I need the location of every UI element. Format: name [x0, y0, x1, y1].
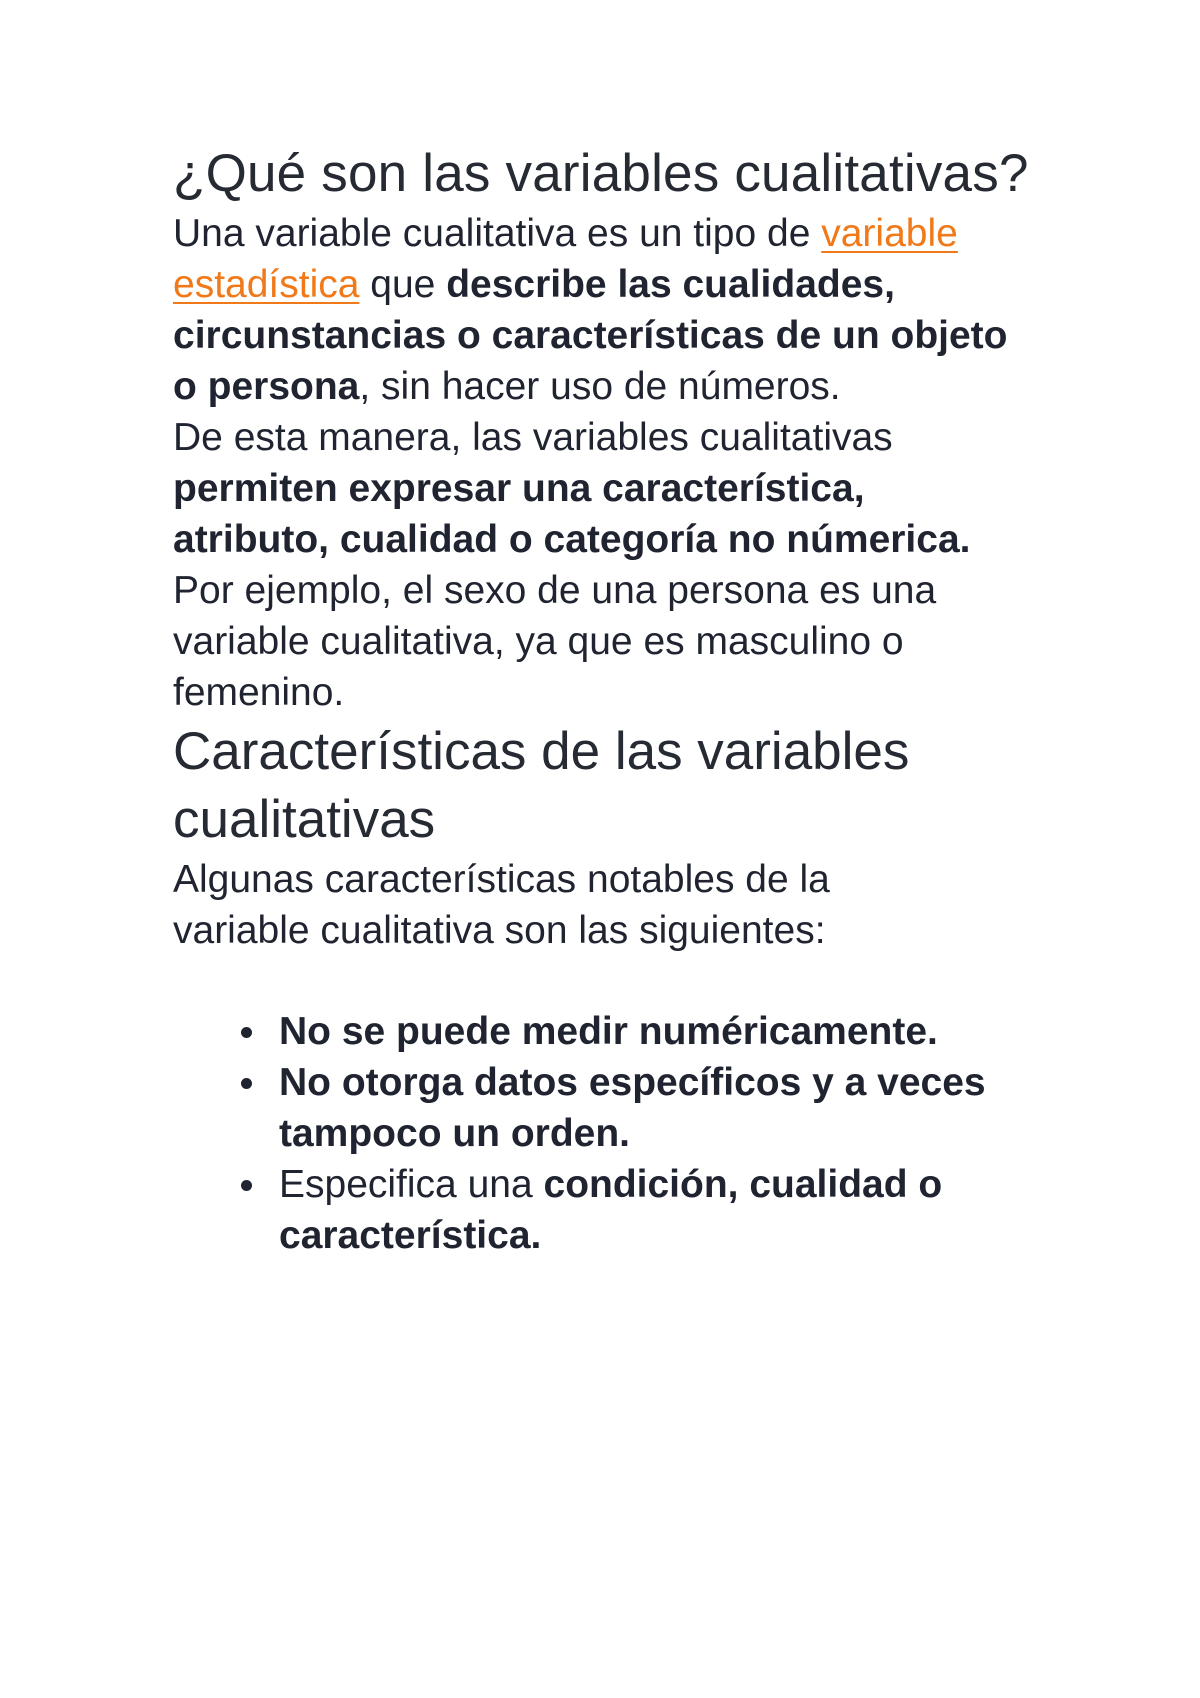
bullet-icon [241, 1180, 252, 1191]
bullet-icon [241, 1027, 252, 1038]
paragraph-definition [173, 208, 1033, 412]
heading-que-son: ¿Qué son las variables cualitativas? [173, 144, 1029, 203]
bold-run: No se puede medir numéricamente. [279, 1010, 938, 1053]
article [173, 140, 1053, 1261]
bullet-icon [241, 1078, 252, 1089]
text-run: , sin hacer uso de números. [359, 365, 841, 408]
text-run: Especifica una [279, 1163, 544, 1206]
text-run: Una variable cualitativa es un tipo de [173, 212, 822, 255]
paragraph-explanation [173, 412, 973, 718]
bold-run: condición, cualidad o característica. [279, 1163, 943, 1257]
bold-run: No otorga datos específicos y a veces tampoco un orden. [279, 1061, 986, 1155]
text-run: De esta manera, las variables cualitativas [173, 416, 893, 459]
list-item [279, 1057, 1039, 1159]
characteristics-list [173, 1006, 1053, 1261]
bold-run: describe las cualidades, circunstancias o características de un objeto o persona [173, 263, 1008, 408]
heading-caracteristicas: Características de las variables cualitativas [173, 722, 910, 849]
text-run: que [359, 263, 447, 306]
bold-run: permiten expresar una característica, atributo, cualidad o categoría no númerica. [173, 467, 971, 561]
list-item [279, 1159, 1039, 1261]
text-run: Por ejemplo, el sexo de una persona es una variable cualitativa, ya que es masculino o femenino. [173, 569, 937, 714]
list-item [279, 1006, 1039, 1057]
paragraph-intro-list: Algunas características notables de la variable cualitativa son las siguientes: [173, 858, 830, 952]
link-variable-estadistica[interactable]: variable estadística [173, 212, 958, 306]
